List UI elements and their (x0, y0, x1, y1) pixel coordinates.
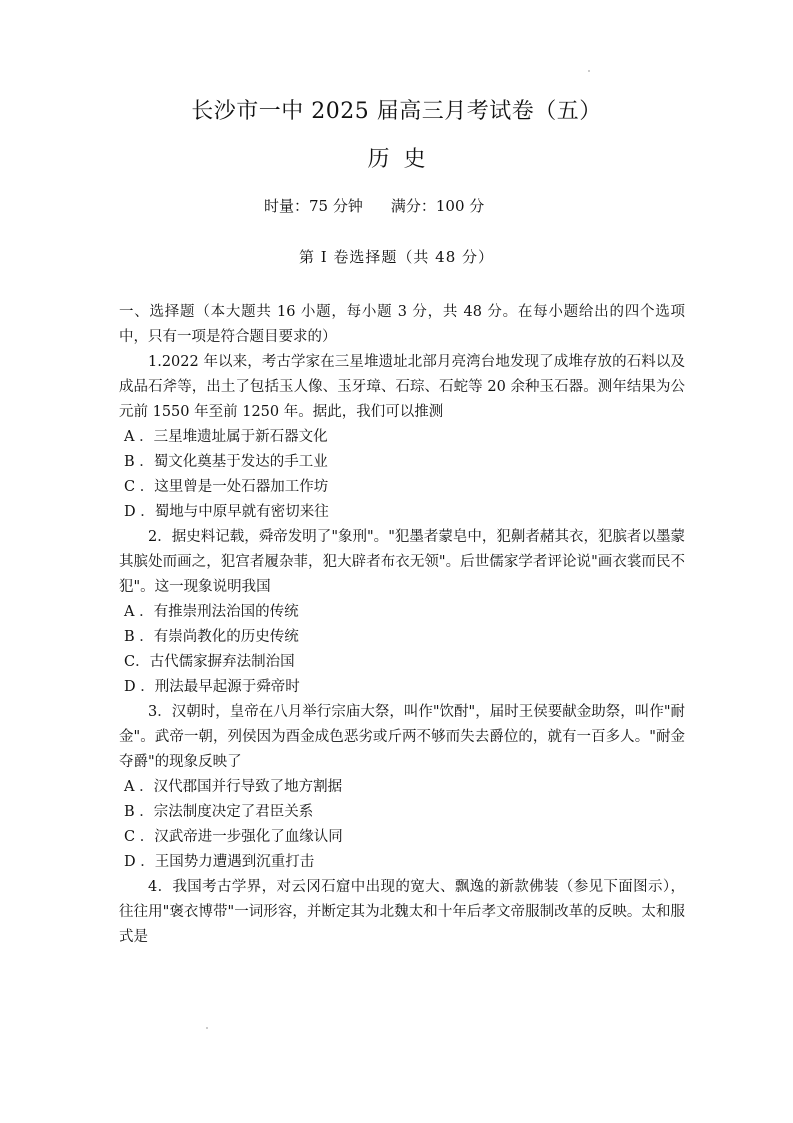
exam-meta (264, 195, 484, 216)
time-limit: 时量：75 分钟 (264, 197, 363, 215)
section-heading: 一、选择题（本大题共 16 小题，每小题 3 分，共 48 分。在每小题给出的四个选项中，只有一项是符合题目要求的） (119, 304, 685, 345)
subject-title: 历史 (367, 147, 440, 172)
question-3-option-b: B ．宗法制度决定了君臣关系 (124, 804, 314, 820)
scan-speck (206, 1027, 208, 1029)
question-2-option-d: D ．刑法最早起源于舜帝时 (124, 679, 300, 695)
part-heading: 第 I 卷选择题（共 48 分） (298, 248, 495, 266)
question-1-option-c: C ．这里曾是一处石器加工作坊 (124, 479, 329, 495)
question-2-option-b: B ．有崇尚教化的历史传统 (124, 629, 299, 645)
full-score: 满分：100 分 (390, 197, 485, 215)
question-1-option-a: A ．三星堆遗址属于新石器文化 (124, 429, 328, 445)
question-body (119, 300, 685, 950)
question-2-option-c: C．古代儒家摒弃法制治国 (124, 654, 295, 670)
question-3-stem: 3．汉朝时，皇帝在八月举行宗庙大祭，叫作"饮酎"，届时王侯要献金助祭，叫作"耐金"。武帝一朝，列侯因为酉金成色恶劣或斤两不够而失去爵位的，就有一百多人。"耐金夺爵"的现象反映了 (119, 704, 685, 770)
question-3-option-a: A ．汉代郡国并行导致了地方割据 (124, 779, 343, 795)
question-3-option-d: D ．王国势力遭遇到沉重打击 (124, 854, 315, 870)
question-3-option-c: C ．汉武帝进一步强化了血缘认同 (124, 829, 343, 845)
question-1-stem: 1.2022 年以来，考古学家在三星堆遗址北部月亮湾台地发现了成堆存放的石料以及成品石斧等，出土了包括玉人像、玉牙璋、石琮、石蛇等 20 余种玉石器。测年结果为公元前 1550 年至前 1250 年。据此，我们可以推测 (119, 354, 685, 420)
question-4-stem: 4．我国考古学界，对云冈石窟中出现的宽大、飘逸的新款佛装（参见下面图示），往往用"褒衣博带"一词形容，并断定其为北魏太和十年后孝文帝服制改革的反映。太和服式是 (119, 879, 685, 945)
question-1-option-d: D ．蜀地与中原早就有密切来往 (124, 504, 329, 520)
question-1-option-b: B ．蜀文化奠基于发达的手工业 (124, 454, 328, 470)
exam-title: 长沙市一中 2025 届高三月考试卷（五） (191, 99, 602, 124)
question-2-stem: 2．据史料记载，舜帝发明了"象刑"。"犯墨者蒙皂中，犯劓者赭其衣，犯膑者以墨蒙其膑处而画之，犯宫者履杂菲，犯大辟者布衣无领"。后世儒家学者评论说"画衣裳而民不犯"。这一现象说明我国 (119, 529, 685, 595)
scan-speck (588, 70, 590, 72)
question-2-option-a: A ．有推崇刑法治国的传统 (124, 604, 299, 620)
